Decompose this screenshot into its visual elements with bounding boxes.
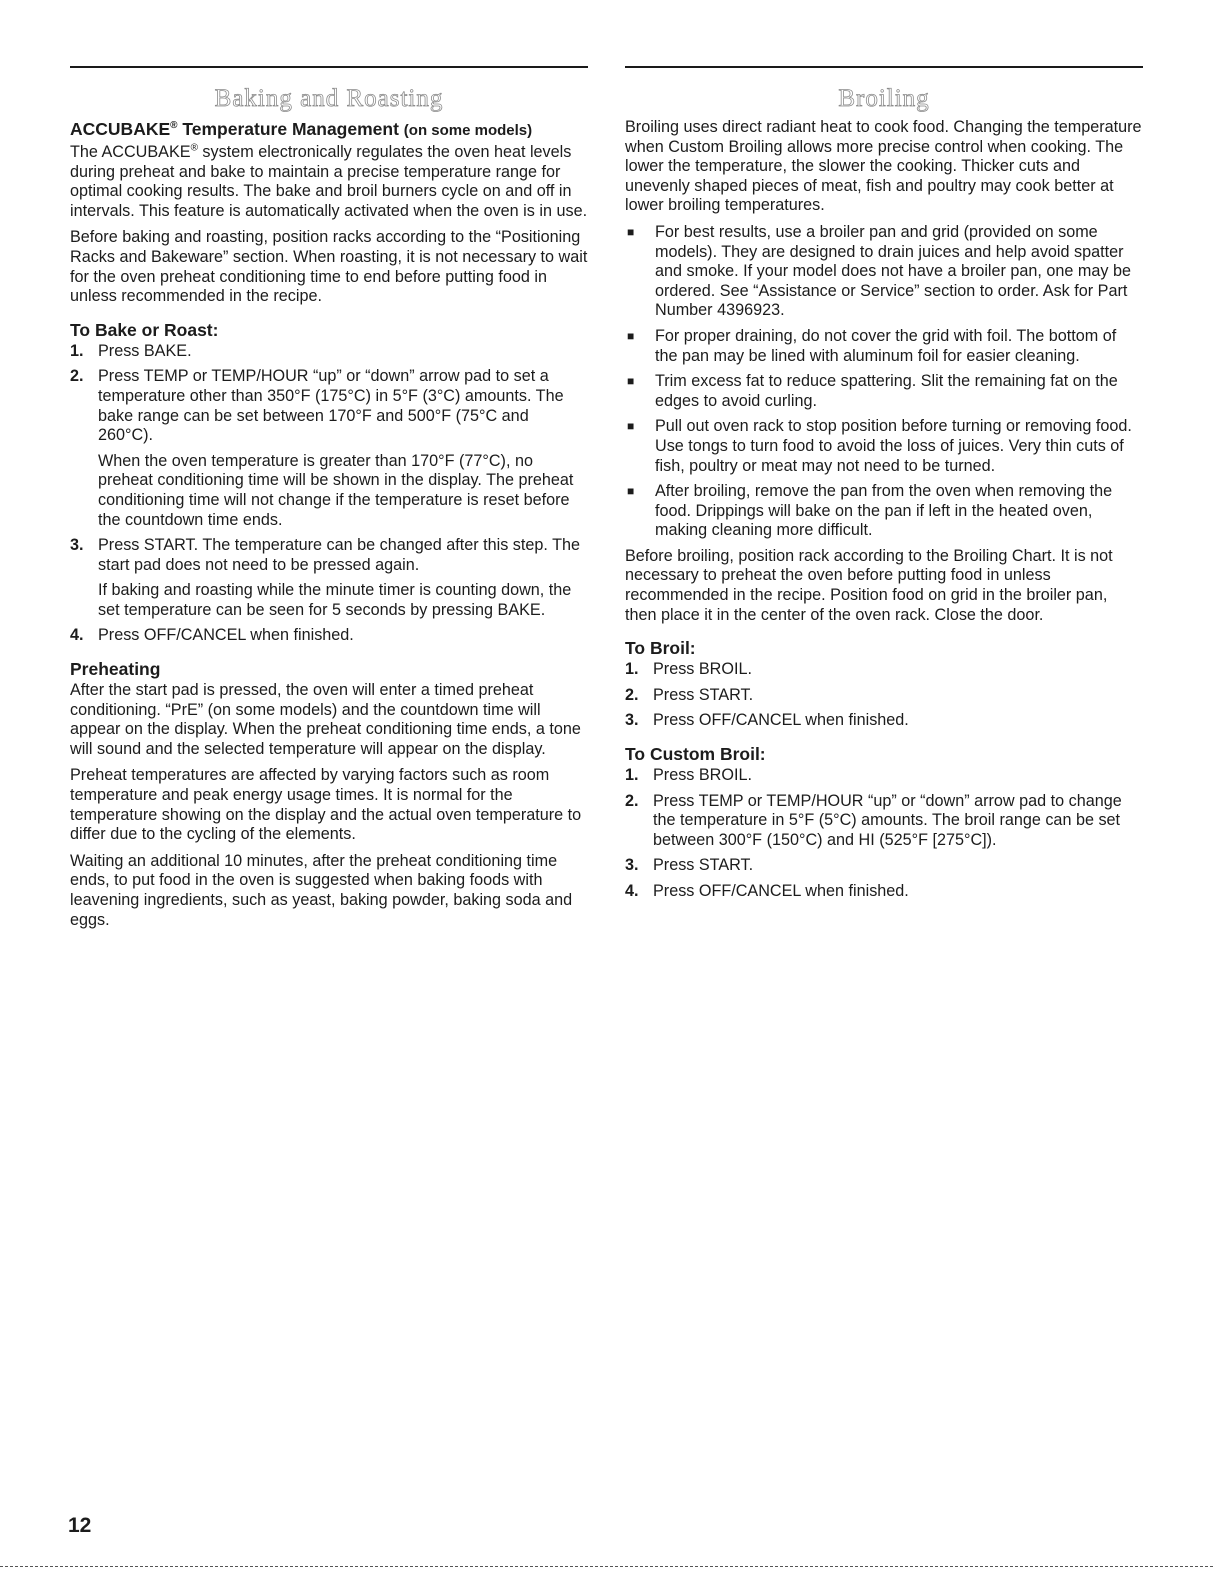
step-text: Press START. <box>653 685 754 704</box>
step-number: 1. <box>625 660 639 679</box>
custom-broil-steps-list <box>625 766 1143 902</box>
step-item <box>70 536 588 620</box>
bottom-dashed-line <box>0 1566 1213 1567</box>
preheating-paragraph-2: Preheat temperatures are affected by varying factors such as room temperature and peak energy usage times. It is normal for the temperature showing on the display and the actual oven temperature to differ due to the cycling of the elements. <box>70 766 582 844</box>
broiling-tips-list <box>625 223 1143 541</box>
step-number: 3. <box>70 536 84 555</box>
bullet-text: For proper draining, do not cover the grid with foil. The bottom of the pan may be lined with aluminum foil for easier cleaning. <box>655 326 1117 365</box>
bullet-text: After broiling, remove the pan from the oven when removing the food. Drippings will bake on the pan if left in the heated oven, making cleaning more difficult. <box>655 482 1113 540</box>
step-number: 2. <box>70 367 84 386</box>
custom-broil-heading: To Custom Broil: <box>625 744 766 765</box>
step-item <box>625 856 1143 876</box>
step-text: Press BAKE. <box>98 341 192 360</box>
bullet-square-icon: ■ <box>627 224 635 239</box>
page-number: 12 <box>68 1514 92 1537</box>
section-title-broiling: Broiling <box>838 85 930 112</box>
right-column <box>625 66 1143 908</box>
accubake-heading-rest: Temperature Management <box>177 119 404 139</box>
step-body <box>98 367 588 530</box>
left-column <box>70 66 588 937</box>
step-text: Press BROIL. <box>653 660 752 679</box>
step-number: 2. <box>625 791 639 810</box>
broil-steps-list <box>625 660 1143 731</box>
step-text: Press OFF/CANCEL when finished. <box>98 626 354 645</box>
top-rule <box>625 66 1143 68</box>
top-rule <box>70 66 588 68</box>
step-body <box>98 536 588 620</box>
accubake-heading <box>70 118 588 142</box>
broiling-intro: Broiling uses direct radiant heat to cook food. Changing the temperature when Custom Broiling allows more precise control when cooking. The lower the temperature, the slower the cooking. Thicker cuts and unevenly shaped pieces of meat, fish and poultry may cook better at lower broiling temperatures. <box>625 118 1142 215</box>
step-body <box>98 626 588 646</box>
step-text: Press START. The temperature can be changed after this step. The start pad does not need to be pressed again. <box>98 536 580 574</box>
bullet-square-icon: ■ <box>627 328 635 343</box>
accubake-paragraph-start: The ACCUBAKE <box>70 143 191 161</box>
accubake-paragraph-rest: system electronically regulates the oven heat levels during preheat and bake to maintain a precise temperature range for optimal cooking results. The bake and broil burners cycle on and off in intervals. This feature is automatically activated when the oven is in use. <box>70 143 588 220</box>
step-text: Press START. <box>653 856 754 875</box>
step-item <box>70 626 588 646</box>
bullet-item <box>625 372 1143 411</box>
bullet-square-icon: ■ <box>627 419 635 434</box>
step-text: If baking and roasting while the minute timer is counting down, the set temperature can be seen for 5 seconds by pressing BAKE. <box>98 581 572 619</box>
bullet-text: Pull out oven rack to stop position before turning or removing food. Use tongs to turn food to avoid the loss of juices. Very thin cuts of fish, poultry or meat may not need to be turned. <box>655 417 1132 475</box>
preheating-heading: Preheating <box>70 659 161 680</box>
registered-mark: ® <box>170 120 178 132</box>
bullet-square-icon: ■ <box>627 484 635 499</box>
bake-heading: To Bake or Roast: <box>70 319 219 340</box>
step-item <box>625 792 1143 851</box>
accubake-paragraph <box>70 143 588 221</box>
step-number: 2. <box>625 685 639 704</box>
step-item <box>625 660 1143 680</box>
accubake-heading-main: ACCUBAKE <box>70 119 171 139</box>
step-text: Press OFF/CANCEL when finished. <box>653 711 909 730</box>
before-broiling-paragraph: Before broiling, position rack according to the Broiling Chart. It is not necessary to preheat the oven before putting food in unless recommended in the recipe. Position food on grid in the broiler pan, then place it in the center of the oven rack. Close the door. <box>625 546 1113 624</box>
step-text: Press TEMP or TEMP/HOUR “up” or “down” arrow pad to change the temperature in 5°F (5°C) amounts. The broil range can be set between 300°F (150°C) and HI (525°F [275°C]). <box>653 791 1122 849</box>
step-text: Press OFF/CANCEL when finished. <box>653 882 909 900</box>
step-text: Press BROIL. <box>653 766 752 785</box>
step-text: When the oven temperature is greater than 170°F (77°C), no preheat conditioning time will be shown in the display. The preheat conditioning time will not change if the temperature is reset before the countdown time ends. <box>98 451 574 529</box>
preheating-paragraph-1: After the start pad is pressed, the oven will enter a timed preheat conditioning. “PrE” (on some models) and the countdown time will appear on the display. When the preheat conditioning time ends, a tone will sound and the selected temperature will appear on the display. <box>70 681 581 758</box>
step-number: 1. <box>625 766 639 785</box>
step-item <box>625 711 1143 731</box>
step-body <box>98 342 588 362</box>
bullet-item <box>625 482 1143 541</box>
step-item <box>625 686 1143 706</box>
registered-mark: ® <box>190 142 198 154</box>
bullet-item <box>625 417 1143 476</box>
step-number: 3. <box>625 711 639 730</box>
step-item <box>625 882 1143 902</box>
bullet-item <box>625 223 1143 321</box>
bullet-text: Trim excess fat to reduce spattering. Slit the remaining fat on the edges to avoid curling. <box>655 372 1118 410</box>
step-item <box>70 367 588 530</box>
bullet-text: For best results, use a broiler pan and grid (provided on some models). They are designed to drain juices and help avoid spatter and smoke. If your model does not have a broiler pan, one may be ordered. See “Assistance or Service” section to order. Ask for Part Number 4396923. <box>655 222 1132 320</box>
step-text: Press TEMP or TEMP/HOUR “up” or “down” arrow pad to set a temperature other than 350°F (175°C) in 5°F (3°C) amounts. The bake range can be set between 170°F and 500°F (75°C and 260°C). <box>98 367 564 445</box>
step-item <box>625 766 1143 786</box>
section-title-baking-roasting: Baking and Roasting <box>214 85 444 112</box>
preheating-paragraph-3: Waiting an additional 10 minutes, after the preheat conditioning time ends, to put food in the oven is suggested when baking foods with leavening ingredients, such as yeast, baking powder, baking soda and eggs. <box>70 851 573 929</box>
broil-heading: To Broil: <box>625 638 696 659</box>
bullet-square-icon: ■ <box>627 374 635 389</box>
step-number: 3. <box>625 856 639 875</box>
step-number: 4. <box>625 882 639 900</box>
bake-steps-list <box>70 342 588 646</box>
accubake-heading-note: (on some models) <box>403 122 533 139</box>
racks-paragraph: Before baking and roasting, position racks according to the “Positioning Racks and Bakeware” section. When roasting, it is not necessary to wait for the oven preheat conditioning time to end before putting food in unless recommended in the recipe. <box>70 228 588 306</box>
bullet-item <box>625 327 1143 366</box>
step-item <box>70 342 588 362</box>
step-number: 4. <box>70 626 84 645</box>
step-number: 1. <box>70 341 84 360</box>
